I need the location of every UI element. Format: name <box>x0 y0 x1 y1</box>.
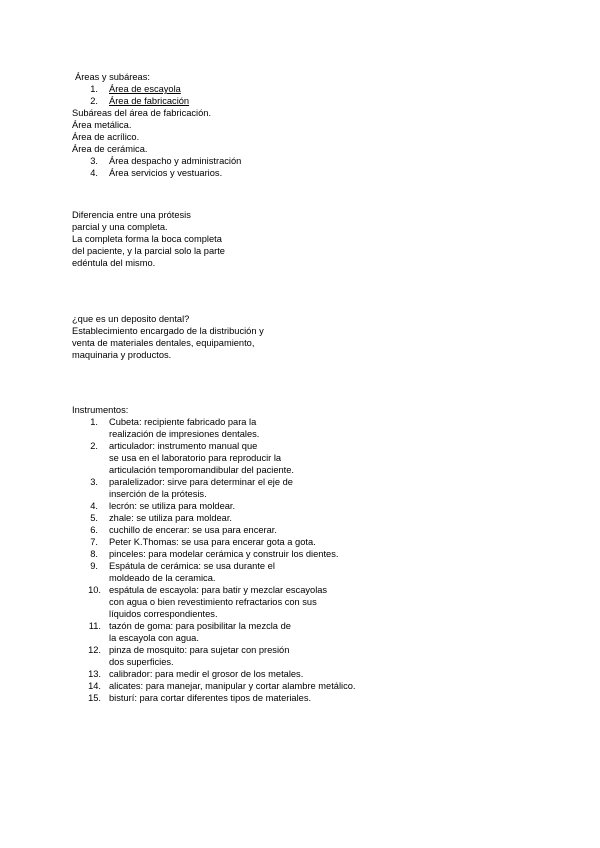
list-number: 7. <box>90 537 98 547</box>
list-item: tazón de goma: para posibilitar la mezcla de <box>109 621 291 631</box>
list-item: Área de fabricación <box>109 96 190 106</box>
list-number: 4. <box>90 168 98 178</box>
list-number: 6. <box>90 525 98 535</box>
paragraph-line: del paciente, y la parcial solo la parte <box>72 246 225 256</box>
list-number: 2. <box>90 441 98 451</box>
list-number: 10. <box>88 585 101 595</box>
list-item: zhale: se utiliza para moldear. <box>109 513 232 523</box>
subarea-item: Área metálica. <box>72 120 132 130</box>
list-number: 3. <box>90 477 98 487</box>
list-item: inserción de la prótesis. <box>109 489 207 499</box>
list-item: se usa en el laboratorio para reproducir la <box>109 453 282 463</box>
areas-heading: Áreas y subáreas: <box>75 72 150 82</box>
list-number: 1. <box>90 417 98 427</box>
paragraph-line: Diferencia entre una prótesis <box>72 210 191 220</box>
paragraph-line: Establecimiento encargado de la distribución y <box>72 326 264 336</box>
list-number: 5. <box>90 513 98 523</box>
list-item: bisturí: para cortar diferentes tipos de materiales. <box>109 693 312 703</box>
paragraph-line: La completa forma la boca completa <box>72 234 222 244</box>
list-number: 12. <box>88 645 101 655</box>
subareas-heading: Subáreas del área de fabricación. <box>72 108 212 118</box>
list-number: 1. <box>90 84 98 94</box>
list-item: Espátula de cerámica: se usa durante el <box>109 561 275 571</box>
list-item: pinceles: para modelar cerámica y construir los dientes. <box>109 549 339 559</box>
paragraph-line: maquinaria y productos. <box>72 350 172 360</box>
instruments-heading: Instrumentos: <box>72 405 129 415</box>
list-number: 8. <box>90 549 98 559</box>
paragraph-line: ¿que es un deposito dental? <box>72 314 190 324</box>
subarea-item: Área de cerámica. <box>72 144 148 154</box>
list-item: articulación temporomandibular del paciente. <box>109 465 295 475</box>
list-number: 11. <box>88 621 101 631</box>
list-number: 4. <box>90 501 98 511</box>
list-item: realización de impresiones dentales. <box>109 429 260 439</box>
list-item: pinza de mosquito: para sujetar con presión <box>109 645 290 655</box>
subarea-item: Área de acrílico. <box>72 132 140 142</box>
list-number: 9. <box>90 561 98 571</box>
list-item: paralelizador: sirve para determinar el eje de <box>109 477 293 487</box>
list-item: calibrador: para medir el grosor de los metales. <box>109 669 304 679</box>
list-number: 2. <box>90 96 98 106</box>
list-item: con agua o bien revestimiento refractarios con sus <box>109 597 317 607</box>
list-number: 13. <box>88 669 101 679</box>
paragraph-line: venta de materiales dentales, equipamiento, <box>72 338 255 348</box>
list-item: Área servicios y vestuarios. <box>109 168 223 178</box>
list-item: dos superficies. <box>109 657 174 667</box>
list-number: 3. <box>90 156 98 166</box>
list-item: Peter K.Thomas: se usa para encerar gota a gota. <box>109 537 316 547</box>
list-number: 15. <box>88 693 101 703</box>
list-item: líquidos correspondientes. <box>109 609 218 619</box>
list-item: Cubeta: recipiente fabricado para la <box>109 417 257 427</box>
paragraph-line: parcial y una completa. <box>72 222 168 232</box>
list-item: articulador: instrumento manual que <box>109 441 258 451</box>
list-item: lecrón: se utiliza para moldear. <box>109 501 236 511</box>
list-item: Área de escayola <box>109 84 181 94</box>
paragraph-line: edéntula del mismo. <box>72 258 156 268</box>
list-item: la escayola con agua. <box>109 633 199 643</box>
list-item: moldeado de la ceramica. <box>109 573 216 583</box>
list-item: alicates: para manejar, manipular y cortar alambre metálico. <box>109 681 356 691</box>
list-item: cuchillo de encerar: se usa para encerar. <box>109 525 277 535</box>
list-item: Área despacho y administración <box>109 156 242 166</box>
list-number: 14. <box>88 681 101 691</box>
list-item: espátula de escayola: para batir y mezclar escayolas <box>109 585 328 595</box>
